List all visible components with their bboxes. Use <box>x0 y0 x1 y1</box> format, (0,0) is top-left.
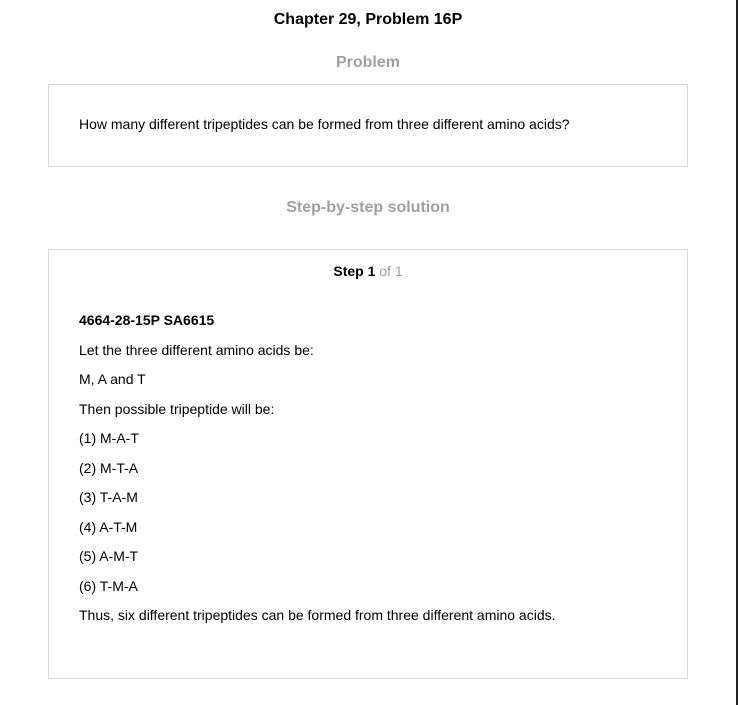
solution-line: (4) A-T-M <box>79 518 138 535</box>
solution-line: (1) M-A-T <box>79 430 139 446</box>
solution-line: M, A and T <box>79 371 146 387</box>
problem-heading: Problem <box>335 54 400 71</box>
solution-line: (3) T-A-M <box>79 489 138 505</box>
solution-heading: Step-by-step solution <box>286 199 450 216</box>
page-title: Chapter 29, Problem 16P <box>273 11 463 28</box>
step-header <box>49 263 687 279</box>
solution-line: Then possible tripeptide will be: <box>79 400 275 417</box>
problem-box <box>48 84 688 167</box>
solution-lines <box>79 312 556 637</box>
solution-line: Let the three different amino acids be: <box>79 341 314 358</box>
solution-id: 4664-28-15P SA6615 <box>79 312 215 328</box>
solution-line: (6) T-M-A <box>79 577 138 594</box>
solution-line: (5) A-M-T <box>79 548 139 564</box>
step-label: Step 1 <box>333 263 376 279</box>
solution-conclusion: Thus, six different tripeptides can be formed from three different amino acids. <box>79 607 556 623</box>
step-count: of 1 <box>375 263 403 279</box>
problem-text: How many different tripeptides can be formed from three different amino acids? <box>79 116 570 132</box>
solution-box <box>48 249 688 679</box>
solution-line: (2) M-T-A <box>79 459 139 476</box>
